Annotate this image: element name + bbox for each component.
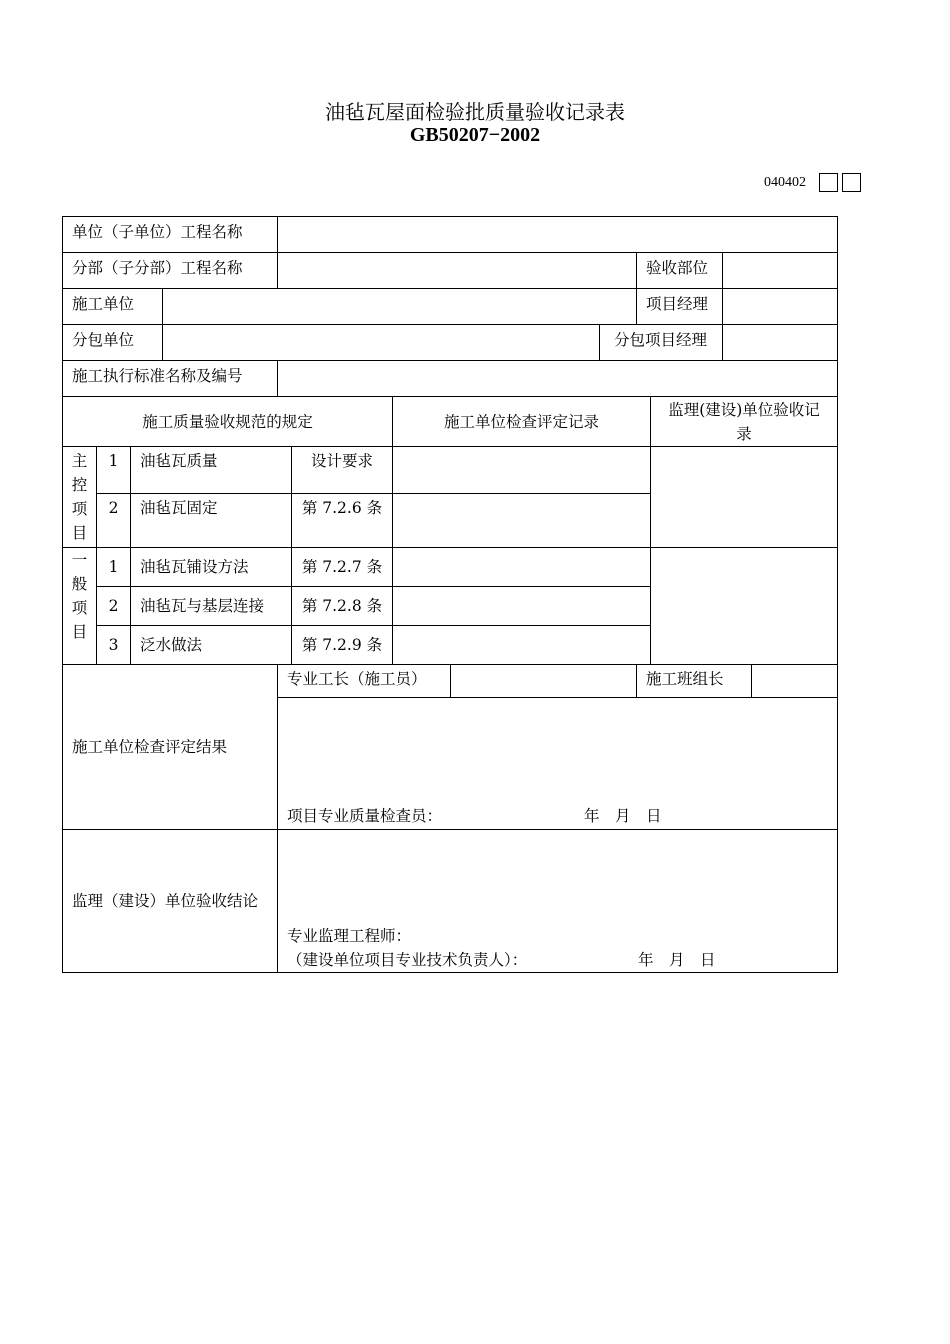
contractor-label: 施工单位 [62,288,163,325]
general-item-1-name: 油毡瓦铺设方法 [130,547,292,587]
main-item-2-record[interactable] [392,493,651,548]
form-code: 040402 [764,175,806,190]
general-item-2-name: 油毡瓦与基层连接 [130,586,292,626]
main-items-supervisor-record[interactable] [650,446,838,548]
main-item-1-no: 1 [96,446,131,494]
standard-field[interactable] [277,360,838,397]
general-item-3-name: 泛水做法 [130,625,292,665]
foreman-field[interactable] [450,664,637,698]
contractor-record-header: 施工单位检查评定记录 [392,396,651,447]
main-items-label: 主 控 项 目 [62,446,97,548]
sub-project-label: 分部（子分部）工程名称 [62,252,278,289]
unit-project-field[interactable] [277,216,838,253]
project-manager-label: 项目经理 [636,288,723,325]
unit-project-label: 单位（子单位）工程名称 [62,216,278,253]
main-item-1-req: 设计要求 [291,446,393,494]
general-items-supervisor-record[interactable] [650,547,838,665]
supervisor-conclusion-area[interactable] [277,829,838,973]
project-manager-field[interactable] [722,288,838,325]
general-item-1-req: 第 7.2.7 条 [291,547,393,587]
main-item-2-name: 油毡瓦固定 [130,493,292,548]
sub-project-manager-label: 分包项目经理 [599,324,723,361]
standard-label: 施工执行标准名称及编号 [62,360,278,397]
main-item-1-name: 油毡瓦质量 [130,446,292,494]
general-item-3-no: 3 [96,625,131,665]
standard-code: GB50207−2002 [409,124,541,146]
conclusion-date: 年 月 日 [638,951,716,969]
team-leader-field[interactable] [751,664,838,698]
contractor-field[interactable] [162,288,637,325]
general-item-2-record[interactable] [392,586,651,626]
main-item-1-record[interactable] [392,446,651,494]
spec-column-header: 施工质量验收规范的规定 [62,396,393,447]
contractor-result-label: 施工单位检查评定结果 [62,664,278,830]
team-leader-label: 施工班组长 [636,664,752,698]
inspector-label: 项目专业质量检查员： [287,807,443,825]
foreman-label: 专业工长（施工员） [277,664,451,698]
general-item-2-req: 第 7.2.8 条 [291,586,393,626]
form-number-box-1[interactable] [819,173,838,192]
acceptance-part-field[interactable] [722,252,838,289]
supervising-engineer-label: 专业监理工程师： [287,927,412,945]
general-item-1-record[interactable] [392,547,651,587]
main-item-2-no: 2 [96,493,131,548]
general-item-3-req: 第 7.2.9 条 [291,625,393,665]
contractor-result-area[interactable] [277,697,838,830]
subcontractor-field[interactable] [162,324,600,361]
supervisor-conclusion-label: 监理（建设）单位验收结论 [62,829,278,973]
general-item-1-no: 1 [96,547,131,587]
general-items-label: 一 般 项 目 [62,547,97,665]
sub-project-field[interactable] [277,252,637,289]
supervisor-record-header: 监理(建设)单位验收记录 [650,396,838,447]
general-item-2-no: 2 [96,586,131,626]
general-item-3-record[interactable] [392,625,651,665]
main-item-2-req: 第 7.2.6 条 [291,493,393,548]
form-number-box-2[interactable] [842,173,861,192]
owner-tech-lead-label: （建设单位项目专业技术负责人）： [287,951,528,969]
inspector-date: 年 月 日 [584,807,662,825]
sub-project-manager-field[interactable] [722,324,838,361]
subcontractor-label: 分包单位 [62,324,163,361]
acceptance-part-label: 验收部位 [636,252,723,289]
page-title: 油毡瓦屋面检验批质量验收记录表 [325,100,625,124]
